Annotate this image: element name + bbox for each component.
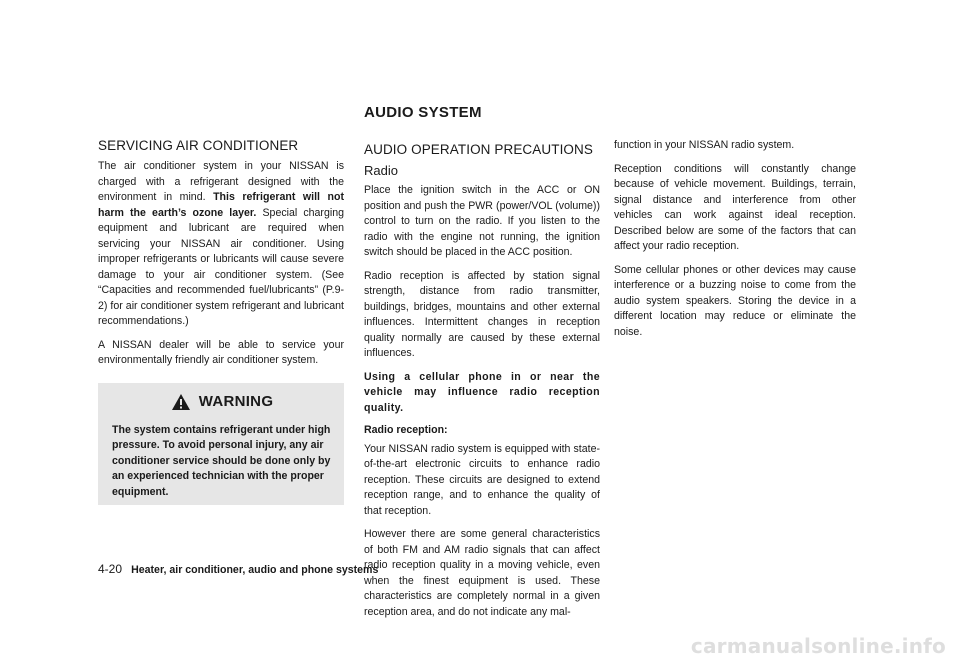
- servicing-paragraph: [98, 159, 344, 330]
- audio-precautions-heading: AUDIO OPERATION PRECAUTIONS: [364, 142, 593, 157]
- middle-column: [364, 142, 600, 628]
- servicing-heading: SERVICING AIR CONDITIONER: [98, 138, 299, 153]
- right-paragraph-1: Reception conditions will constantly change because of vehicle movement. Buildings, terrain, signal distance and interference from other vehicles can work against ideal reception. Described below are some of the factors that can affect your radio reception.: [614, 162, 856, 252]
- reception-paragraph-1: Your NISSAN radio system is equipped with state-of-the-art electronic circuits to enhance radio reception. These circuits are designed to extend reception range, and to enhance the quality of that reception.: [364, 442, 600, 517]
- warning-title: WARNING: [198, 392, 274, 410]
- reception-label: Radio reception:: [364, 424, 448, 436]
- reception-paragraph-2: However there are some general characteristics of both FM and AM radio signals that can affect radio reception quality in a moving vehicle, even when the finest equipment is used. These characteristics are completely normal in a given reception area, and do not indicate any mal-: [364, 528, 600, 618]
- servicing-text-bold: This refrigerant will not harm the earth’s ozone layer.: [98, 191, 344, 219]
- right-paragraph-0: function in your NISSAN radio system.: [614, 139, 795, 151]
- radio-subheading: Radio: [364, 163, 398, 178]
- warning-triangle-icon: [171, 393, 191, 411]
- warning-text: The system contains refrigerant under high pressure. To avoid personal injury, any air conditioner service should be done only by an experienced technician with the proper equipment.: [112, 423, 331, 498]
- warning-box: [98, 383, 344, 505]
- section-title: AUDIO SYSTEM: [364, 104, 482, 121]
- warning-header: [112, 393, 332, 411]
- watermark-logo: carmanualsonline.info: [690, 634, 946, 658]
- servicing-text-c: Special charging equipment and lubricant are required when servicing your NISSAN air conditioner. Using improper refrigerants or lubricants will cause severe damage to your air conditioner system. (See “Capacities and recommended fuel/lubricants” (P.9-2) for air conditioner system refrigerant and lubricant recommendations.): [98, 206, 344, 327]
- right-paragraph-2: Some cellular phones or other devices may cause interference or a buzzing noise to come from the audio system speakers. Storing the device in a different location may reduce or eliminate the noise.: [614, 263, 856, 338]
- cellular-note: Using a cellular phone in or near the vehicle may influence radio reception quality.: [364, 370, 600, 414]
- page-footer: [98, 562, 378, 576]
- chapter-title: Heater, air conditioner, audio and phone systems: [131, 564, 379, 576]
- radio-paragraph-1: Place the ignition switch in the ACC or ON position and push the PWR (power/VOL (volume)) control to turn on the radio. If you listen to the radio with the engine not running, the ignition switch should be placed in the ACC position.: [364, 184, 600, 258]
- dealer-paragraph: A NISSAN dealer will be able to service your environmentally friendly air conditioner system.: [98, 338, 344, 366]
- radio-paragraph-2: Radio reception is affected by station signal strength, distance from radio transmitter, buildings, bridges, mountains and other external influences. Intermittent changes in reception quality normally are caused by these external influences.: [364, 269, 600, 359]
- servicing-text-a: The air conditioner system in your NISSAN is charged with a refrigerant designed with the environment in mind.: [98, 160, 344, 203]
- page-number: 4-20: [98, 562, 123, 576]
- left-column: [98, 138, 344, 505]
- right-column: [614, 138, 856, 348]
